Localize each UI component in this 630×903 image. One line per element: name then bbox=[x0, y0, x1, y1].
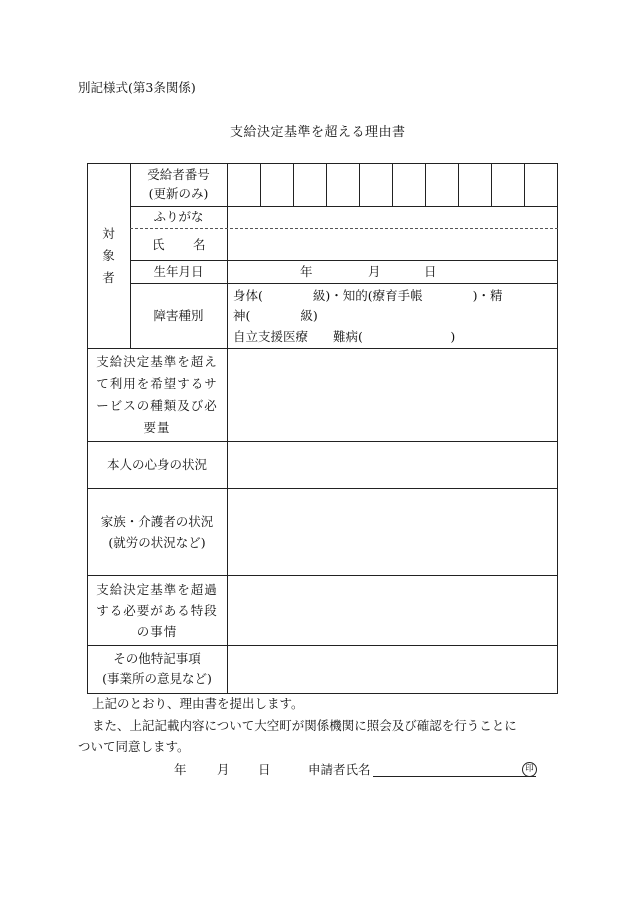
recipient-number-cell[interactable] bbox=[294, 164, 325, 205]
sign-date-day-unit: 日 bbox=[258, 762, 271, 777]
recipient-number-cell[interactable] bbox=[228, 164, 259, 205]
birthdate-day-unit: 日 bbox=[424, 264, 437, 279]
recipient-number-cell[interactable] bbox=[459, 164, 490, 205]
other-notes-label-line-1: その他特記事項 bbox=[113, 651, 201, 666]
document-title: 支給決定基準を超える理由書 bbox=[230, 125, 406, 140]
disability-options-line-2: 神( 級) bbox=[233, 308, 318, 323]
exceed-services-label-line-1: 支給決定基準を超え bbox=[96, 354, 218, 369]
submit-statement: 上記のとおり、理由書を提出します。 bbox=[92, 696, 304, 711]
furigana-label: ふりがな bbox=[153, 209, 204, 224]
special-reason-label-line-2: する必要がある特段 bbox=[96, 603, 218, 618]
recipient-number-note: (更新のみ) bbox=[148, 186, 209, 201]
seal-mark-icon: 印 bbox=[522, 762, 537, 777]
special-reason-label-line-3: の事情 bbox=[136, 624, 178, 639]
recipient-number-cell[interactable] bbox=[525, 164, 557, 205]
recipient-number-cell[interactable] bbox=[327, 164, 358, 205]
row-divider bbox=[130, 260, 558, 261]
other-notes-label-line-2: (事業所の意見など) bbox=[102, 671, 212, 686]
name-label-char-1: 氏 bbox=[152, 237, 165, 252]
recipient-number-cell[interactable] bbox=[492, 164, 523, 205]
recipient-number-cell[interactable] bbox=[360, 164, 391, 205]
exceed-services-field[interactable] bbox=[228, 349, 557, 440]
consent-statement-line-1: また、上記記載内容について大空町が関係機関に照会及び確認を行うことに bbox=[92, 718, 517, 733]
birthdate-month-unit: 月 bbox=[368, 264, 381, 279]
disability-options-line-3: 自立支援医療 難病( ) bbox=[233, 329, 456, 344]
consent-statement-line-2: ついて同意します。 bbox=[78, 739, 190, 754]
exceed-services-label-line-3: ービスの種類及び必 bbox=[96, 398, 218, 413]
family-field[interactable] bbox=[228, 489, 557, 574]
family-label-line-1: 家族・介護者の状況 bbox=[100, 514, 214, 529]
other-notes-field[interactable] bbox=[228, 646, 557, 693]
disability-options-line-1: 身体( 級)・知的(療育手帳 )・精 bbox=[233, 288, 503, 303]
mind-body-label: 本人の心身の状況 bbox=[106, 457, 207, 472]
subject-label-char-2: 象 bbox=[102, 248, 115, 263]
applicant-name-label: 申請者氏名 bbox=[308, 762, 371, 777]
disability-type-label: 障害種別 bbox=[153, 308, 204, 323]
recipient-number-cell[interactable] bbox=[393, 164, 424, 205]
form-label: 別記様式(第3条関係) bbox=[78, 80, 196, 95]
birthdate-label: 生年月日 bbox=[153, 264, 204, 279]
row-divider bbox=[130, 283, 558, 284]
exceed-services-label-line-4: 要量 bbox=[143, 420, 171, 435]
name-label-char-2: 名 bbox=[193, 237, 206, 252]
applicant-name-underline bbox=[373, 776, 536, 777]
name-field[interactable] bbox=[228, 229, 557, 259]
mind-body-field[interactable] bbox=[228, 442, 557, 487]
subject-label-char-1: 対 bbox=[102, 226, 115, 241]
family-label-line-2: (就労の状況など) bbox=[108, 535, 206, 550]
recipient-number-cell[interactable] bbox=[261, 164, 292, 205]
recipient-number-label: 受給者番号 bbox=[147, 167, 210, 182]
exceed-services-label-line-2: て利用を希望するサ bbox=[96, 376, 218, 391]
special-reason-label-line-1: 支給決定基準を超過 bbox=[96, 582, 218, 597]
furigana-field[interactable] bbox=[228, 207, 557, 227]
sign-date-month-unit: 月 bbox=[217, 762, 230, 777]
subject-label-char-3: 者 bbox=[102, 270, 115, 285]
birthdate-year-unit: 年 bbox=[300, 264, 313, 279]
recipient-number-cell[interactable] bbox=[426, 164, 457, 205]
special-reason-field[interactable] bbox=[228, 576, 557, 644]
sign-date-year-unit: 年 bbox=[174, 762, 187, 777]
applicant-name-field[interactable] bbox=[374, 760, 520, 776]
